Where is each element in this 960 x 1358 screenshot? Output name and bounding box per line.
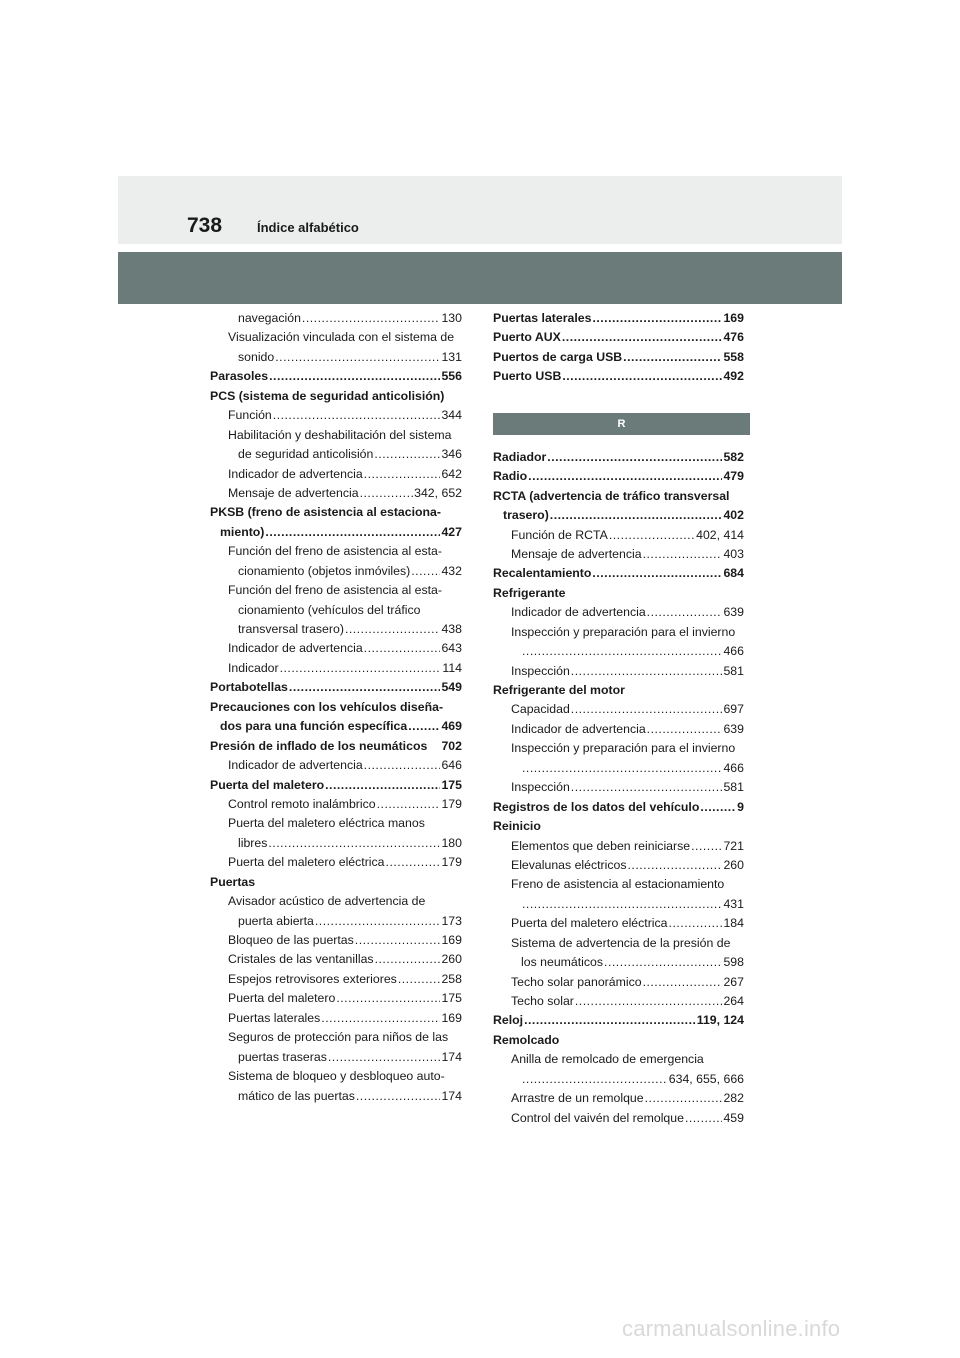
index-entry-text: Visualización vinculada con el sistema de xyxy=(228,330,455,345)
index-entry-text: Puerta del maletero eléctrica manos xyxy=(228,816,425,831)
index-entry-text: Indicador de advertencia xyxy=(228,758,363,773)
index-entry-page[interactable]: 173 xyxy=(441,913,462,928)
index-entry-page[interactable]: 114 xyxy=(442,660,462,675)
index-entry-text: Función de RCTA xyxy=(511,527,608,542)
leader-dots xyxy=(364,639,441,658)
index-entry-page[interactable]: 469 xyxy=(441,719,462,734)
index-entry xyxy=(493,720,744,739)
index-entry-text: navegación xyxy=(238,311,301,325)
index-entry-text: Puerto USB xyxy=(493,369,562,384)
index-entry xyxy=(210,737,462,756)
leader-dots xyxy=(562,367,722,386)
index-entry-page[interactable]: 431 xyxy=(723,896,744,911)
index-entry xyxy=(210,562,462,581)
index-entry xyxy=(493,778,744,797)
leader-dots xyxy=(700,798,736,817)
page-number: 738 xyxy=(187,214,223,237)
leader-dots xyxy=(669,914,723,933)
index-entry-text: Anilla de remolcado de emergencia xyxy=(511,1052,704,1067)
index-entry-text: Radio xyxy=(493,469,528,484)
leader-dots xyxy=(408,717,440,736)
index-entry xyxy=(493,700,744,719)
index-entry xyxy=(493,1011,744,1030)
index-entry-text: PCS (sistema de seguridad anticolisión) xyxy=(210,388,445,403)
index-column-right xyxy=(493,309,744,1128)
leader-dots xyxy=(522,642,722,661)
index-entry xyxy=(210,1048,462,1067)
index-entry-page[interactable]: 598 xyxy=(723,955,744,970)
leader-dots xyxy=(360,484,414,503)
index-entry xyxy=(210,795,462,814)
leader-dots xyxy=(411,562,440,581)
index-entry-text: Puertas laterales xyxy=(228,1010,321,1025)
index-entry-page[interactable]: 169 xyxy=(723,311,744,325)
index-column-left xyxy=(210,309,462,1106)
index-group-r xyxy=(493,448,744,1128)
index-entry-text: Indicador de advertencia xyxy=(511,605,646,620)
index-entry xyxy=(493,1109,744,1128)
index-entry-text: Sistema de advertencia de la presión de xyxy=(511,935,731,950)
index-entry xyxy=(210,328,462,347)
index-entry-text: Parasoles xyxy=(210,369,269,384)
index-entry xyxy=(210,912,462,931)
index-entry-page[interactable]: 702 xyxy=(441,738,462,753)
index-entry xyxy=(210,523,462,542)
index-entry-page[interactable]: 175 xyxy=(441,991,462,1006)
index-entry-page[interactable]: 179 xyxy=(441,855,462,870)
leader-dots xyxy=(280,659,442,678)
index-entry-text: Elevalunas eléctricos xyxy=(511,857,627,872)
index-entry-text: Puerta del maletero eléctrica xyxy=(511,916,668,931)
index-entry-text: Función del freno de asistencia al esta- xyxy=(228,544,442,559)
index-entry-text: trasero) xyxy=(503,508,549,523)
index-entry-page[interactable]: 282 xyxy=(723,1091,744,1106)
index-entry-text: Techo solar xyxy=(511,994,574,1008)
index-entry xyxy=(210,776,462,795)
index-entry-text: Refrigerante del motor xyxy=(493,683,625,697)
leader-dots xyxy=(374,445,440,464)
index-entry-text: Inspección xyxy=(511,663,570,678)
leader-dots xyxy=(315,912,441,931)
leader-dots xyxy=(528,467,722,486)
index-entry-text: RCTA (advertencia de tráfico transversal xyxy=(493,488,730,503)
index-entry xyxy=(493,367,744,386)
index-entry-text: Refrigerante xyxy=(493,585,566,600)
index-entry-text: Mensaje de advertencia xyxy=(228,485,359,500)
letter-heading-r: R xyxy=(493,413,750,435)
index-entry xyxy=(210,853,462,872)
index-entry-text: Indicador xyxy=(228,660,279,675)
index-entry-page[interactable]: 131 xyxy=(441,349,462,364)
index-entry xyxy=(493,934,744,953)
index-entry-text: Indicador de advertencia xyxy=(228,641,363,656)
index-entry-page[interactable]: 258 xyxy=(441,971,462,986)
index-entry xyxy=(493,681,744,700)
index-entry xyxy=(210,348,462,367)
index-entry xyxy=(210,950,462,969)
index-entry-text: Indicador de advertencia xyxy=(228,466,363,481)
index-entry-page[interactable]: 646 xyxy=(441,758,462,773)
leader-dots xyxy=(571,778,723,797)
index-entry-text: Presión de inflado de los neumáticos xyxy=(210,738,428,753)
leader-dots xyxy=(562,328,723,347)
index-entry-text: Reloj xyxy=(493,1013,524,1028)
leader-dots xyxy=(321,1009,440,1028)
index-entry-page[interactable]: 466 xyxy=(723,760,744,775)
index-entry-text: Control del vaivén del remolque xyxy=(511,1110,684,1125)
leader-dots xyxy=(524,1011,696,1030)
index-entry xyxy=(493,487,744,506)
leader-dots xyxy=(643,973,723,992)
leader-dots xyxy=(592,309,722,328)
index-entry-page[interactable]: 169 xyxy=(441,1010,462,1025)
index-entry-text: Espejos retrovisores exteriores xyxy=(228,971,397,986)
index-entry-page[interactable]: 9 xyxy=(737,799,744,814)
index-entry-page[interactable]: 684 xyxy=(723,566,744,581)
index-entry xyxy=(493,1070,744,1089)
index-entry xyxy=(493,662,744,681)
index-entry xyxy=(493,856,744,875)
index-entry xyxy=(210,1028,462,1047)
leader-dots xyxy=(522,1070,668,1089)
index-entry-text: Capacidad xyxy=(511,702,570,717)
index-entry-text: los neumáticos xyxy=(521,955,604,970)
index-entry-page[interactable]: 175 xyxy=(441,777,462,792)
leader-dots xyxy=(364,756,441,775)
leader-dots xyxy=(386,853,441,872)
index-entry-text: puertas traseras xyxy=(238,1049,327,1064)
index-entry xyxy=(493,895,744,914)
index-entry-text: Elementos que deben reiniciarse xyxy=(511,838,691,853)
index-entry-text: libres xyxy=(238,835,268,850)
leader-dots xyxy=(571,662,723,681)
index-entry-text: cionamiento (vehículos del tráfico xyxy=(238,602,421,617)
leader-dots xyxy=(604,953,722,972)
index-entry xyxy=(493,623,744,642)
index-entry-text: Control remoto inalámbrico xyxy=(228,796,376,811)
index-entry-text: Seguros de protección para niños de las xyxy=(228,1030,449,1045)
index-entry-text: Inspección y preparación para el invierno xyxy=(511,624,736,639)
index-entry-page[interactable]: 169 xyxy=(441,933,462,947)
index-entry-text: Arrastre de un remolque xyxy=(511,1091,644,1106)
index-entry xyxy=(210,814,462,833)
index-entry-text: Sistema de bloqueo y desbloqueo auto- xyxy=(228,1069,445,1084)
index-entry-page[interactable]: 634, 655, 666 xyxy=(668,1071,744,1086)
leader-dots xyxy=(268,834,440,853)
index-entry xyxy=(493,328,744,347)
index-entry xyxy=(493,953,744,972)
index-entry xyxy=(210,1009,462,1028)
index-entry xyxy=(210,601,462,620)
leader-dots xyxy=(345,620,441,639)
leader-dots xyxy=(265,523,440,542)
index-entry xyxy=(210,484,462,503)
leader-dots xyxy=(273,406,441,425)
index-entry-text: Puerto AUX xyxy=(493,330,561,345)
index-entry xyxy=(210,834,462,853)
index-entry xyxy=(210,406,462,425)
leader-dots xyxy=(550,506,723,525)
index-entry xyxy=(493,545,744,564)
index-entry-page[interactable]: 438 xyxy=(441,622,462,636)
index-entry-page[interactable]: 402 xyxy=(723,508,744,523)
index-entry xyxy=(210,678,462,697)
leader-dots xyxy=(336,989,440,1008)
index-entry xyxy=(493,817,744,836)
index-entry-text: Puertas laterales xyxy=(493,311,592,325)
index-entry xyxy=(210,698,462,717)
index-entry-page[interactable]: 119, 124 xyxy=(696,1013,744,1028)
index-entry-text: Recalentamiento xyxy=(493,566,592,581)
index-entry-text: dos para una función específica xyxy=(220,719,408,734)
header-band xyxy=(118,176,842,244)
leader-dots xyxy=(302,309,441,328)
index-entry-page[interactable]: 342, 652 xyxy=(414,485,462,500)
index-entry xyxy=(493,309,744,328)
index-entry-page[interactable]: 479 xyxy=(723,469,744,484)
index-entry-text: mático de las puertas xyxy=(238,1088,355,1103)
index-entry xyxy=(210,892,462,911)
index-entry-text: Función xyxy=(228,408,272,423)
index-entry-text: Puertos de carga USB xyxy=(493,349,623,364)
index-entry xyxy=(210,426,462,445)
index-entry-page[interactable]: 174 xyxy=(441,1049,462,1064)
index-entry xyxy=(210,1067,462,1086)
index-entry xyxy=(210,581,462,600)
leader-dots xyxy=(364,465,441,484)
index-entry xyxy=(493,467,744,486)
index-entry xyxy=(493,603,744,622)
index-entry-page[interactable]: 697 xyxy=(723,702,744,717)
leader-dots xyxy=(685,1109,723,1128)
index-entry-page[interactable]: 556 xyxy=(441,369,462,384)
index-entry-page[interactable]: 344 xyxy=(441,408,462,423)
index-entry-text: Freno de asistencia al estacionamiento xyxy=(511,877,725,892)
index-entry xyxy=(493,759,744,778)
index-entry-page[interactable]: 267 xyxy=(723,974,744,989)
index-entry-page[interactable]: 476 xyxy=(723,330,744,345)
index-entry-text: Portabotellas xyxy=(210,680,288,695)
index-entry xyxy=(210,873,462,892)
index-entry-page[interactable]: 184 xyxy=(723,916,744,931)
index-entry-page[interactable]: 402, 414 xyxy=(696,527,744,542)
index-entry-page[interactable]: 459 xyxy=(723,1110,744,1125)
index-entry-text: Remolcado xyxy=(493,1032,560,1047)
index-entry xyxy=(493,448,744,467)
leader-dots xyxy=(571,700,723,719)
index-entry-text: Radiador xyxy=(493,449,547,464)
leader-dots xyxy=(356,1087,441,1106)
index-entry xyxy=(493,992,744,1011)
index-entry xyxy=(210,387,462,406)
index-entry-text: Función del freno de asistencia al esta- xyxy=(228,583,442,598)
index-entry xyxy=(493,875,744,894)
leader-dots xyxy=(377,795,441,814)
index-entry xyxy=(210,756,462,775)
index-entry xyxy=(493,526,744,545)
header-dark-band xyxy=(118,252,842,304)
index-entry-text: sonido xyxy=(238,349,275,364)
watermark-logo: carmanualsonline.info xyxy=(622,1316,841,1341)
index-entry-text: Avisador acústico de advertencia de xyxy=(228,894,426,909)
index-entry xyxy=(210,639,462,658)
index-entry-text: Inspección y preparación para el invierno xyxy=(511,741,736,756)
index-entry-page[interactable]: 721 xyxy=(723,838,744,853)
index-entry-text: miento) xyxy=(220,524,265,539)
index-entry xyxy=(210,931,462,950)
section-title: Índice alfabético xyxy=(257,220,359,235)
index-entry-text: Inspección xyxy=(511,780,570,795)
index-entry xyxy=(493,1031,744,1050)
index-entry-page[interactable]: 581 xyxy=(723,663,744,678)
index-entry-text: de seguridad anticolisión xyxy=(238,447,374,462)
index-entry-text: Habilitación y deshabilitación del sistema xyxy=(228,427,452,442)
index-entry xyxy=(210,542,462,561)
index-entry-page[interactable]: 264 xyxy=(723,994,744,1008)
leader-dots xyxy=(269,367,440,386)
leader-dots xyxy=(623,348,722,367)
leader-dots xyxy=(628,856,723,875)
leader-dots xyxy=(522,759,722,778)
index-entry-page[interactable]: 174 xyxy=(441,1088,462,1103)
index-entry xyxy=(210,465,462,484)
index-entry-page[interactable]: 180 xyxy=(441,835,462,850)
index-entry-page[interactable]: 466 xyxy=(723,644,744,659)
index-entry-text: puerta abierta xyxy=(238,913,314,928)
leader-dots xyxy=(547,448,722,467)
index-entry-page[interactable]: 260 xyxy=(723,857,744,872)
leader-dots xyxy=(647,603,723,622)
index-entry-text: Mensaje de advertencia xyxy=(511,546,642,561)
index-entry-text: Puerta del maletero eléctrica xyxy=(228,855,385,870)
index-entry xyxy=(210,620,462,639)
leader-dots xyxy=(328,1048,441,1067)
index-entry-page[interactable]: 582 xyxy=(723,449,744,464)
index-entry xyxy=(493,1050,744,1069)
leader-dots xyxy=(289,678,441,697)
leader-dots xyxy=(575,992,723,1011)
index-entry-text: Bloqueo de las puertas xyxy=(228,933,354,947)
index-entry xyxy=(493,348,744,367)
index-group-p xyxy=(493,309,744,387)
index-entry xyxy=(493,1089,744,1108)
index-entry xyxy=(493,564,744,583)
index-entry xyxy=(210,659,462,678)
index-entry-page[interactable]: 642 xyxy=(441,466,462,481)
index-entry-text: Puertas xyxy=(210,874,256,889)
index-entry-text: Puerta del maletero xyxy=(210,777,325,792)
leader-dots xyxy=(691,837,722,856)
index-entry-page[interactable]: 549 xyxy=(441,680,462,695)
index-entry xyxy=(210,1087,462,1106)
index-entry-text: PKSB (freno de asistencia al estaciona- xyxy=(210,505,441,520)
leader-dots xyxy=(609,526,695,545)
leader-dots xyxy=(522,895,722,914)
index-entry xyxy=(493,837,744,856)
index-entry xyxy=(493,973,744,992)
leader-dots xyxy=(275,348,440,367)
index-entry xyxy=(210,309,462,328)
index-entry xyxy=(493,584,744,603)
index-entry-text: cionamiento (objetos inmóviles) xyxy=(238,563,411,578)
index-entry-page[interactable]: 427 xyxy=(441,524,462,539)
leader-dots xyxy=(355,931,441,950)
index-entry-text: Cristales de las ventanillas xyxy=(228,952,374,967)
index-entry-text: Reinicio xyxy=(493,819,541,834)
index-entry-text: Registros de los datos del vehículo xyxy=(493,799,700,814)
index-entry-page[interactable]: 639 xyxy=(723,721,744,736)
index-entry-page[interactable]: 346 xyxy=(441,447,462,462)
index-entry-text: Techo solar panorámico xyxy=(511,974,642,989)
index-entry xyxy=(493,506,744,525)
index-entry-text: Puerta del maletero xyxy=(228,991,336,1006)
index-entry xyxy=(493,642,744,661)
index-entry xyxy=(210,970,462,989)
index-entry-page[interactable]: 492 xyxy=(723,369,744,384)
index-entry xyxy=(493,739,744,758)
leader-dots xyxy=(375,950,441,969)
index-entry xyxy=(210,445,462,464)
index-entry xyxy=(210,989,462,1008)
index-entry-page[interactable]: 643 xyxy=(441,641,462,656)
index-entry-page[interactable]: 639 xyxy=(723,605,744,620)
leader-dots xyxy=(325,776,440,795)
index-entry-page[interactable]: 130 xyxy=(441,311,462,325)
index-entry xyxy=(493,914,744,933)
leader-dots xyxy=(647,720,723,739)
index-entry-page[interactable]: 403 xyxy=(723,546,744,561)
index-entry-page[interactable]: 558 xyxy=(723,349,744,364)
index-entry xyxy=(493,798,744,817)
leader-dots xyxy=(643,545,723,564)
leader-dots xyxy=(398,970,441,989)
index-entry-page[interactable]: 179 xyxy=(441,796,462,811)
index-entry-text: transversal trasero) xyxy=(238,622,344,636)
index-entry-text: Precauciones con los vehículos diseña- xyxy=(210,699,444,714)
index-entry xyxy=(210,503,462,522)
index-entry xyxy=(210,367,462,386)
leader-dots xyxy=(645,1089,723,1108)
leader-dots xyxy=(592,564,722,583)
index-entry-page[interactable]: 581 xyxy=(723,780,744,795)
index-entry-text: Indicador de advertencia xyxy=(511,721,646,736)
index-entry-page[interactable]: 260 xyxy=(441,952,462,967)
index-entry-page[interactable]: 432 xyxy=(441,563,462,578)
index-entry xyxy=(210,717,462,736)
